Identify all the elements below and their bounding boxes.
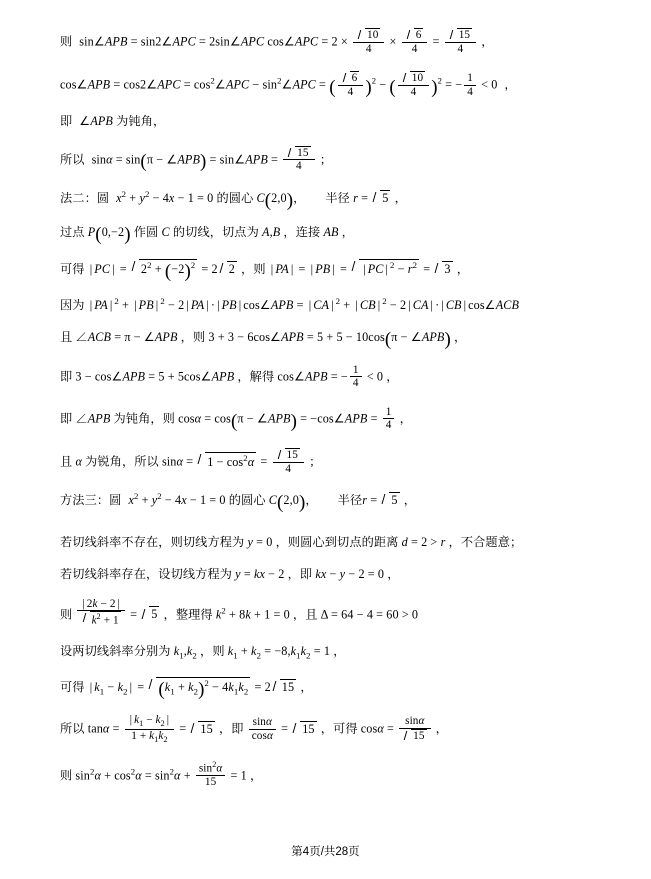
- math-line-9: 且 ∠ACB = π − ∠APB ，则 3 + 3 − 6cos∠APB = 5 + 5 − 10cos(π − ∠APB) ，: [60, 328, 467, 350]
- math-line-13: 方法三：圆 $x^2 + y^2 - 4x - 1 = 0$ 的圆心 C(2,0)， 半径r = 5 ，: [60, 491, 417, 514]
- math-line-6: 过点 P(0,−2) 作圆 C 的切线，切点为 A,B ，连接 AB ，: [60, 224, 354, 246]
- math-line-20: 则 $\sin^2\alpha + \cos^2\alpha = \sin^2\alpha$ + $\frac{\sin^2\alpha}{15}$ = 1 ，: [60, 759, 263, 789]
- math-line-3: 即 ∠APB 为钝角，: [60, 114, 166, 129]
- math-line-19: 所以 tanα = $\frac{| k_1 - k_2 |}{1 + k_1k_2}$ = 15 ，即 $\frac{\sin\alpha}{\cos\alpha}$ = 15 ，可得 cosα = $\frac{\sin\alpha}{15}$ ，: [60, 714, 448, 744]
- math-line-2: cos∠APB = cos2∠APC = $\cos^2\angle APC$ − $\sin^2\angle APC$ = ( $\frac{6}{4}$ )$^2$ − ( $\frac{10}{4}$ )$^2$ = − $\frac{1}{4}$ < 0 ，: [60, 72, 517, 99]
- math-line-11: 即 ∠APB 为钝角，则 cosα = cos(π − ∠APB) = −cos∠APB = $\frac{1}{4}$ ，: [60, 405, 412, 432]
- math-line-16: 则 $\frac{| 2k - 2 |}{k^2 + 1}$ = 5 ，整理得 $k^2 + 8k + 1 = 0$ ，且 Δ = 64 − 4 = 60 > 0: [60, 597, 419, 628]
- math-line-18: 可得 | $k_1 - k_2$ | = $(k_1 + k_2)^2 - 4k_1k_2 = 2$ 15 ，: [60, 678, 313, 701]
- math-line-8: 因为 | PA | $^2$ + | PB | $^2$ − 2 | PA | · | PB | cos∠APB = | CA | $^2$ + | CB | $^2$ − 2 | CA | · | CB | cos∠ACB: [60, 296, 520, 313]
- math-line-4: 所以 sinα = sin(π − ∠APB) = sin∠APB = $\frac{15}{4}$ ；: [60, 146, 333, 173]
- page-footer: 第4页/共28页: [291, 846, 360, 858]
- math-line-7: 可得 | PC | = $2^2 + (-2)^2 = 2$ 2 ，则 | PA | = | PB | = | PC | $^2 - r^2 = 3$ ，: [60, 260, 470, 283]
- math-line-12: 且 α 为锐角，所以 $\sin\alpha = 1 - \cos^2\alpha$ = $\frac{15}{4}$ ；: [60, 449, 322, 475]
- math-line-5: 法二：圆 $x^2 + y^2 - 4x - 1 = 0$ 的圆心 C(2,0)， 半径 r = 5 ，: [60, 188, 407, 211]
- math-line-17: 设两切线斜率分别为 $k_1,k_2$ ，则 $k_1 + k_2 = -8,k_1k_2 = 1$ ，: [60, 643, 346, 661]
- math-line-14: 若切线斜率不存在，则切线方程为 y = 0 ，则圆心到切点的距离 d = 2 > r ，不合题意；: [60, 535, 523, 550]
- math-line-1: 则 sin∠APB = sin2∠APC = 2sin∠APC cos∠APC = 2 × $\frac{10}{4}$ × $\frac{6}{4}$ = $\frac{15}{4}$ ，: [60, 29, 494, 55]
- math-line-10: 即 3 − cos∠APB = 5 + 5cos∠APB ，解得 cos∠APB = − $\frac{1}{4}$ < 0 ，: [60, 363, 399, 390]
- math-line-15: 若切线斜率存在，设切线方程为 y = kx − 2 ，即 kx − y − 2 = 0 ，: [60, 566, 400, 581]
